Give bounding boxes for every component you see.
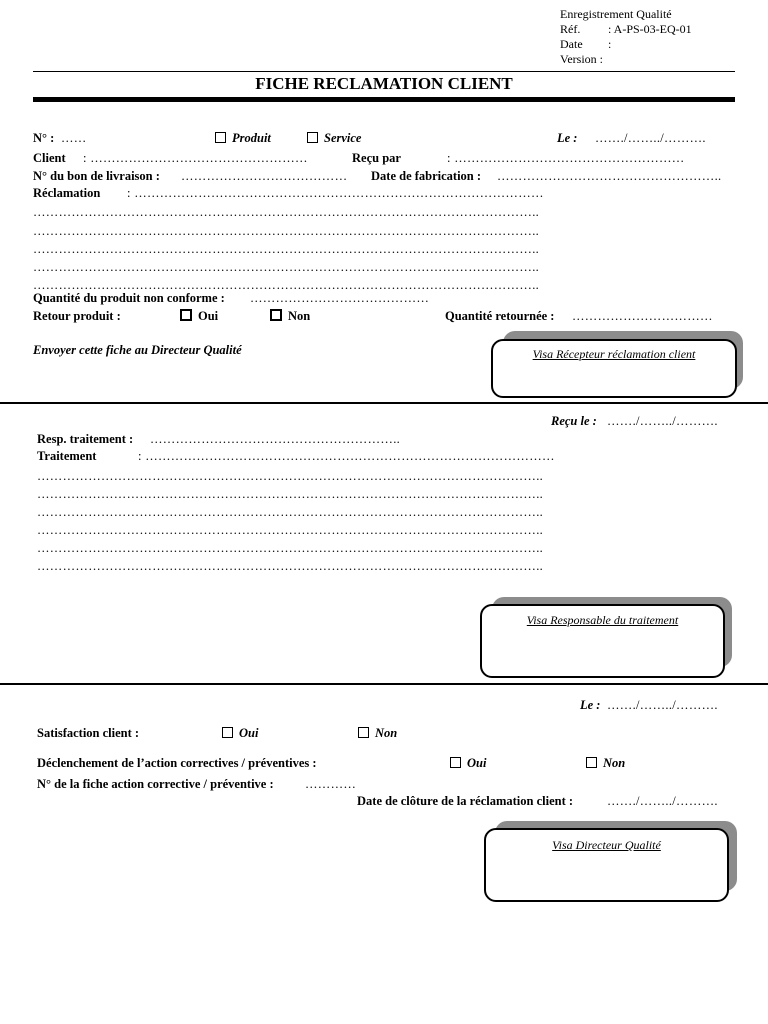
envoyer-instruction: Envoyer cette fiche au Directeur Qualité bbox=[33, 343, 242, 357]
date-cloture-field[interactable]: ……./……../………. bbox=[607, 794, 718, 808]
satisfaction-oui-option[interactable]: Oui bbox=[222, 726, 258, 741]
client-field[interactable]: : …………………………………………… bbox=[83, 151, 308, 165]
traitement-line[interactable]: ……………………………………………………………………………………………………….. bbox=[37, 523, 544, 537]
visa-directeur-box[interactable] bbox=[484, 828, 729, 902]
header-ref-label: Réf. bbox=[560, 22, 581, 36]
bon-livraison-label: N° du bon de livraison : bbox=[33, 169, 160, 183]
reclamation-line[interactable]: ……………………………………………………………………………………………………….. bbox=[33, 260, 540, 274]
page-title: FICHE RECLAMATION CLIENT bbox=[255, 74, 513, 93]
num-field[interactable]: …… bbox=[61, 131, 87, 145]
recu-par-label: Reçu par bbox=[352, 151, 401, 165]
reclamation-line[interactable]: ……………………………………………………………………………………………………….. bbox=[33, 224, 540, 238]
declenchement-label: Déclenchement de l’action correctives / préventives : bbox=[37, 756, 317, 770]
service-option[interactable]: Service bbox=[307, 131, 361, 146]
resp-traitement-label: Resp. traitement : bbox=[37, 432, 134, 446]
le-date-field[interactable]: ……./……../………. bbox=[595, 131, 706, 145]
header-version-label: Version : bbox=[560, 52, 603, 66]
retour-oui-checkbox[interactable] bbox=[180, 309, 192, 321]
declenchement-oui-checkbox[interactable] bbox=[450, 757, 461, 768]
declenchement-non-option[interactable]: Non bbox=[586, 756, 625, 771]
traitement-line[interactable]: ……………………………………………………………………………………………………….. bbox=[37, 505, 544, 519]
section-divider bbox=[0, 402, 768, 404]
produit-checkbox[interactable] bbox=[215, 132, 226, 143]
traitement-line[interactable]: ……………………………………………………………………………………………………….. bbox=[37, 559, 544, 573]
reclamation-field[interactable]: : …………………………………………………………………………………… bbox=[127, 186, 544, 200]
visa-directeur-label: Visa Directeur Qualité bbox=[552, 838, 661, 852]
reclamation-line[interactable]: ……………………………………………………………………………………………………….. bbox=[33, 205, 540, 219]
date-fabrication-label: Date de fabrication : bbox=[371, 169, 482, 183]
produit-option[interactable]: Produit bbox=[215, 131, 271, 146]
satisfaction-label: Satisfaction client : bbox=[37, 726, 140, 740]
num-label: N° : bbox=[33, 131, 55, 145]
retour-non-option[interactable]: Non bbox=[270, 309, 310, 324]
header-record-type: Enregistrement Qualité bbox=[560, 7, 672, 21]
visa-responsable-box[interactable] bbox=[480, 604, 725, 678]
service-checkbox[interactable] bbox=[307, 132, 318, 143]
traitement-line[interactable]: ……………………………………………………………………………………………………….. bbox=[37, 469, 544, 483]
header-date-label: Date bbox=[560, 37, 583, 51]
resp-traitement-field[interactable]: ………………………………………………….. bbox=[150, 432, 401, 446]
header-thick-rule bbox=[33, 97, 735, 102]
satisfaction-non-checkbox[interactable] bbox=[358, 727, 369, 738]
header-thin-rule bbox=[33, 71, 735, 72]
date-fabrication-field[interactable]: …………………………………………….. bbox=[497, 169, 722, 183]
le-label: Le : bbox=[557, 131, 578, 145]
section3-le-label: Le : bbox=[580, 698, 601, 712]
recu-par-field[interactable]: : ……………………………………………… bbox=[447, 151, 685, 165]
client-label: Client bbox=[33, 151, 66, 165]
satisfaction-oui-checkbox[interactable] bbox=[222, 727, 233, 738]
header-ref-value: : A-PS-03-EQ-01 bbox=[608, 22, 692, 36]
retour-produit-label: Retour produit : bbox=[33, 309, 121, 323]
traitement-field[interactable]: : …………………………………………………………………………………… bbox=[138, 449, 555, 463]
recu-le-label: Reçu le : bbox=[551, 414, 597, 428]
bon-livraison-field[interactable]: ………………………………… bbox=[181, 169, 348, 183]
quantite-retournee-field[interactable]: …………………………… bbox=[572, 309, 713, 323]
traitement-line[interactable]: ……………………………………………………………………………………………………….. bbox=[37, 487, 544, 501]
section-divider bbox=[0, 683, 768, 685]
declenchement-non-checkbox[interactable] bbox=[586, 757, 597, 768]
reclamation-line[interactable]: ……………………………………………………………………………………………………….. bbox=[33, 278, 540, 292]
visa-recepteur-label: Visa Récepteur réclamation client bbox=[532, 347, 696, 361]
retour-oui-option[interactable]: Oui bbox=[180, 309, 218, 324]
header-date-value: : bbox=[608, 37, 612, 51]
traitement-label: Traitement bbox=[37, 449, 97, 463]
visa-responsable-label: Visa Responsable du traitement bbox=[526, 613, 679, 627]
retour-non-checkbox[interactable] bbox=[270, 309, 282, 321]
fiche-action-field[interactable]: ………… bbox=[305, 777, 357, 791]
visa-recepteur-box[interactable] bbox=[491, 339, 737, 398]
fiche-action-label: N° de la fiche action corrective / préventive : bbox=[37, 777, 274, 791]
reclamation-line[interactable]: ……………………………………………………………………………………………………….. bbox=[33, 242, 540, 256]
section3-le-date-field[interactable]: ……./……../………. bbox=[607, 698, 718, 712]
quantite-non-conforme-field[interactable]: …………………………………… bbox=[250, 291, 430, 305]
declenchement-oui-option[interactable]: Oui bbox=[450, 756, 486, 771]
satisfaction-non-option[interactable]: Non bbox=[358, 726, 397, 741]
quantite-non-conforme-label: Quantité du produit non conforme : bbox=[33, 291, 225, 305]
quantite-retournee-label: Quantité retournée : bbox=[445, 309, 555, 323]
date-cloture-label: Date de clôture de la réclamation client : bbox=[357, 794, 574, 808]
recu-le-date-field[interactable]: ……./……../………. bbox=[607, 414, 718, 428]
reclamation-label: Réclamation bbox=[33, 186, 101, 200]
traitement-line[interactable]: ……………………………………………………………………………………………………….. bbox=[37, 541, 544, 555]
